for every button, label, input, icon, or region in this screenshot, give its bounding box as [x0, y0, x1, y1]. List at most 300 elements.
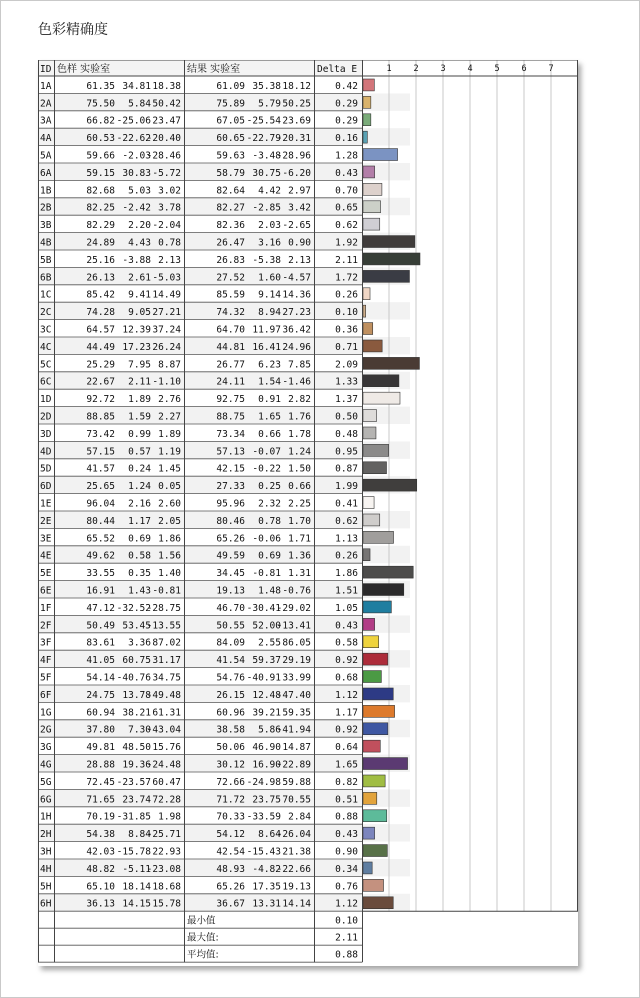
sample-lab-value: 1.19 [158, 446, 181, 458]
delta-e-value: 0.92 [335, 724, 358, 736]
sample-lab-value: 1.43 [128, 585, 151, 597]
delta-e-bar [363, 566, 413, 578]
sample-lab-value: -23.57 [116, 776, 151, 788]
row-id: 6G [40, 794, 52, 806]
result-lab-value: -4.57 [282, 272, 311, 284]
result-lab-value: -0.76 [282, 585, 311, 597]
delta-e-value: 0.43 [335, 620, 358, 632]
delta-e-value: 0.10 [335, 307, 358, 319]
result-lab-value: 60.96 [216, 707, 245, 719]
result-lab-value: 42.15 [216, 463, 245, 475]
result-lab-value: -47.40 [276, 689, 311, 701]
sample-lab-value: 22.67 [86, 376, 115, 388]
sample-lab-value: -2.04 [152, 220, 181, 232]
result-lab-value: 2.13 [288, 254, 311, 266]
row-id: 4C [40, 341, 52, 353]
result-lab-value: 23.69 [282, 115, 311, 127]
result-lab-value: -33.59 [246, 811, 281, 823]
result-lab-value: -2.65 [282, 220, 311, 232]
sample-lab-value: -40.76 [116, 672, 151, 684]
sample-lab-value: 61.35 [86, 80, 115, 92]
delta-e-bar [363, 462, 386, 474]
row-id: 1G [40, 707, 52, 719]
delta-e-bar [363, 584, 404, 596]
delta-e-bar [363, 305, 366, 317]
sample-lab-value: 18.38 [152, 80, 181, 92]
result-lab-value: 2.82 [288, 394, 311, 406]
sample-lab-value: -28.46 [146, 150, 181, 162]
axis-tick-label: 1 [386, 64, 392, 74]
row-id: 5E [40, 568, 52, 580]
header-id: ID [40, 64, 52, 75]
delta-e-value: 1.17 [335, 707, 358, 719]
row-id: 5B [40, 254, 52, 266]
sample-lab-value: 57.15 [86, 446, 115, 458]
summary-label: 最小值 [187, 915, 216, 927]
delta-e-bar [363, 340, 382, 352]
sample-lab-value: 1.86 [158, 533, 181, 545]
sample-lab-value: 2.13 [158, 254, 181, 266]
sample-lab-value: -0.81 [152, 585, 181, 597]
result-lab-value: 5.86 [258, 724, 281, 736]
result-lab-value: 52.00 [252, 620, 281, 632]
delta-e-value: 1.13 [335, 533, 358, 545]
result-lab-value: 14.14 [282, 898, 311, 910]
result-lab-value: 74.32 [216, 307, 245, 319]
row-id: 4D [40, 446, 52, 458]
result-lab-value: 38.58 [216, 724, 245, 736]
sample-lab-value: 71.65 [86, 794, 115, 806]
result-lab-value: 75.89 [216, 98, 245, 110]
color-accuracy-sheet [38, 60, 578, 966]
delta-e-bar [363, 723, 388, 735]
delta-e-value: 0.82 [335, 776, 358, 788]
row-id: 3C [40, 324, 52, 336]
sample-lab-value: 2.27 [158, 411, 181, 423]
axis-tick-label: 6 [521, 64, 527, 74]
delta-e-value: 0.95 [335, 446, 358, 458]
sample-lab-value: 27.21 [152, 307, 181, 319]
sample-lab-value: 8.87 [158, 359, 181, 371]
delta-e-bar [363, 688, 393, 700]
result-lab-value: 50.55 [216, 620, 245, 632]
sample-lab-value: 83.61 [86, 637, 115, 649]
delta-e-value: 0.87 [335, 463, 358, 475]
sample-lab-value: -22.62 [116, 133, 151, 145]
sample-lab-value: 87.02 [152, 637, 181, 649]
result-lab-value: 50.06 [216, 742, 245, 754]
delta-e-bar [363, 479, 417, 491]
row-id: 2A [40, 98, 52, 110]
delta-e-value: 0.16 [335, 133, 358, 145]
result-lab-value: -4.82 [252, 863, 281, 875]
delta-e-value: 0.68 [335, 672, 358, 684]
result-lab-value: 1.78 [288, 428, 311, 440]
delta-e-value: 1.12 [335, 898, 358, 910]
delta-e-value: 2.11 [335, 254, 358, 266]
sample-lab-value: -49.48 [146, 689, 181, 701]
delta-e-value: 1.12 [335, 689, 358, 701]
sample-lab-value: 14.49 [152, 289, 181, 301]
delta-e-value: 0.92 [335, 655, 358, 667]
row-id: 2D [40, 411, 52, 423]
sample-lab-value: -32.52 [116, 602, 151, 614]
result-lab-value: -30.41 [246, 602, 281, 614]
row-id: 5C [40, 359, 52, 371]
sample-lab-value: 12.39 [122, 324, 151, 336]
result-lab-value: -13.41 [276, 620, 311, 632]
delta-e-value: 0.29 [335, 98, 358, 110]
result-lab-value: 2.32 [258, 498, 281, 510]
result-lab-value: 82.36 [216, 220, 245, 232]
sample-lab-value: 13.78 [122, 689, 151, 701]
result-lab-value: -28.96 [276, 150, 311, 162]
row-id: 2C [40, 307, 52, 319]
sample-lab-value: 1.24 [128, 481, 151, 493]
delta-e-value: 0.42 [335, 80, 358, 92]
sample-lab-value: 75.50 [86, 98, 115, 110]
delta-e-bar [363, 410, 377, 422]
delta-e-bar [363, 288, 370, 300]
delta-e-bar [363, 549, 370, 561]
result-lab-value: 5.79 [258, 98, 281, 110]
sample-lab-value: 0.69 [128, 533, 151, 545]
row-id: 3H [40, 846, 52, 858]
delta-e-bar [363, 236, 415, 248]
sample-lab-value: 1.56 [158, 550, 181, 562]
result-lab-value: 1.60 [258, 272, 281, 284]
delta-e-value: 1.92 [335, 237, 358, 249]
result-lab-value: 50.25 [282, 98, 311, 110]
row-id: 6C [40, 376, 52, 388]
row-id: 3D [40, 428, 52, 440]
result-lab-value: 27.23 [282, 307, 311, 319]
delta-e-bar [363, 427, 376, 439]
delta-e-value: 0.41 [335, 498, 358, 510]
delta-e-value: 0.90 [335, 846, 358, 858]
result-lab-value: 54.76 [216, 672, 245, 684]
delta-e-bar [363, 392, 400, 404]
result-lab-value: 0.90 [288, 237, 311, 249]
axis-tick-label: 4 [467, 64, 473, 74]
row-id: 4B [40, 237, 52, 249]
result-lab-value: 2.25 [288, 498, 311, 510]
row-id: 2F [40, 620, 52, 632]
header-sample: 色样 实验室 [57, 64, 111, 75]
result-lab-value: 8.94 [258, 307, 281, 319]
result-lab-value: 33.99 [282, 672, 311, 684]
delta-e-bar [363, 740, 380, 752]
delta-e-value: 0.65 [335, 202, 358, 214]
sample-lab-value: 82.29 [86, 220, 115, 232]
sample-lab-value: 0.78 [158, 237, 181, 249]
result-lab-value: 59.63 [216, 150, 245, 162]
sample-lab-value: 1.45 [158, 463, 181, 475]
sample-lab-value: 50.42 [152, 98, 181, 110]
row-id: 6F [40, 689, 52, 701]
result-lab-value: 84.09 [216, 637, 245, 649]
delta-e-bar [363, 775, 385, 787]
result-lab-value: 44.81 [216, 341, 245, 353]
result-lab-value: -2.85 [252, 202, 281, 214]
delta-e-bar [363, 845, 387, 857]
delta-e-bar [363, 792, 377, 804]
delta-e-bar [363, 218, 380, 230]
row-id: 3G [40, 742, 52, 754]
result-lab-value: 9.14 [258, 289, 281, 301]
sample-lab-value: 15.78 [152, 898, 181, 910]
delta-e-bar [363, 705, 395, 717]
sample-lab-value: 0.05 [158, 481, 181, 493]
sample-lab-value: 18.14 [122, 881, 151, 893]
sample-lab-value: 0.24 [128, 463, 151, 475]
result-lab-value: -0.22 [252, 463, 281, 475]
result-lab-value: 1.54 [258, 376, 281, 388]
result-lab-value: 36.42 [282, 324, 311, 336]
delta-e-value: 0.64 [335, 742, 358, 754]
delta-e-value: 0.70 [335, 185, 358, 197]
sample-lab-value: 23.74 [122, 794, 151, 806]
sample-lab-value: -5.11 [122, 863, 151, 875]
sample-lab-value: 48.50 [122, 742, 151, 754]
sample-lab-value: 65.52 [86, 533, 115, 545]
delta-e-value: 0.29 [335, 115, 358, 127]
delta-e-bar [363, 270, 409, 282]
result-lab-value: 65.26 [216, 881, 245, 893]
sample-lab-value: 2.11 [128, 376, 151, 388]
result-lab-value: -24.98 [246, 776, 281, 788]
result-lab-value: 3.42 [288, 202, 311, 214]
delta-e-value: 0.62 [335, 515, 358, 527]
sample-lab-value: 9.05 [128, 307, 151, 319]
sample-lab-value: 60.47 [152, 776, 181, 788]
row-id: 2B [40, 202, 52, 214]
row-id: 1H [40, 811, 52, 823]
sample-lab-value: 54.14 [86, 672, 115, 684]
sample-lab-value: 74.28 [86, 307, 115, 319]
sample-lab-value: 4.43 [128, 237, 151, 249]
sample-lab-value: 60.94 [86, 707, 115, 719]
result-lab-value: 1.31 [288, 568, 311, 580]
sample-lab-value: -25.06 [116, 115, 151, 127]
result-lab-value: 16.41 [252, 341, 281, 353]
result-lab-value: 0.69 [258, 550, 281, 562]
delta-e-bar [363, 497, 374, 509]
result-lab-value: 80.46 [216, 515, 245, 527]
result-lab-value: 19.13 [282, 881, 311, 893]
delta-e-bar [363, 444, 389, 456]
result-lab-value: 30.12 [216, 759, 245, 771]
delta-e-value: 0.58 [335, 637, 358, 649]
delta-e-value: 1.99 [335, 481, 358, 493]
sample-lab-value: 25.65 [86, 481, 115, 493]
row-id: 4G [40, 759, 52, 771]
result-lab-value: 0.66 [288, 481, 311, 493]
row-id: 6E [40, 585, 52, 597]
sample-lab-value: 53.45 [122, 620, 151, 632]
sample-lab-value: 26.13 [86, 272, 115, 284]
row-id: 3F [40, 637, 52, 649]
result-lab-value: 85.59 [216, 289, 245, 301]
delta-e-value: 0.71 [335, 341, 358, 353]
result-lab-value: 60.65 [216, 133, 245, 145]
result-lab-value: 41.54 [216, 655, 245, 667]
result-lab-value: 1.65 [258, 411, 281, 423]
sample-lab-value: 60.53 [86, 133, 115, 145]
sample-lab-value: 2.76 [158, 394, 181, 406]
delta-e-bar [363, 131, 367, 143]
sample-lab-value: 49.81 [86, 742, 115, 754]
sample-lab-value: 1.98 [158, 811, 181, 823]
delta-e-value: 0.26 [335, 550, 358, 562]
result-lab-value: 64.70 [216, 324, 245, 336]
sample-lab-value: -24.48 [146, 759, 181, 771]
result-lab-value: -26.04 [276, 829, 311, 841]
result-lab-value: 23.75 [252, 794, 281, 806]
delta-e-value: 1.33 [335, 376, 358, 388]
row-id: 2G [40, 724, 52, 736]
result-lab-value: 6.23 [258, 359, 281, 371]
row-id: 1A [40, 80, 52, 92]
sample-lab-value: 59.66 [86, 150, 115, 162]
delta-e-value: 0.43 [335, 829, 358, 841]
result-lab-value: -0.81 [252, 568, 281, 580]
result-lab-value: 2.84 [288, 811, 311, 823]
row-id: 5F [40, 672, 52, 684]
delta-e-bar [363, 827, 375, 839]
delta-e-bar [363, 183, 382, 195]
delta-e-value: 0.88 [335, 811, 358, 823]
sample-lab-value: 5.03 [128, 185, 151, 197]
sample-lab-value: 48.82 [86, 863, 115, 875]
sample-lab-value: 65.10 [86, 881, 115, 893]
axis-tick-label: 3 [440, 64, 446, 74]
delta-e-value: 0.43 [335, 167, 358, 179]
result-lab-value: -20.31 [276, 133, 311, 145]
delta-e-value: 0.34 [335, 863, 358, 875]
result-lab-value: 26.83 [216, 254, 245, 266]
result-lab-value: 59.35 [282, 707, 311, 719]
row-id: 1C [40, 289, 52, 301]
row-id: 5G [40, 776, 52, 788]
result-lab-value: 11.97 [252, 324, 281, 336]
delta-e-bar [363, 201, 381, 213]
result-lab-value: 0.66 [258, 428, 281, 440]
delta-e-bar [363, 149, 398, 161]
result-lab-value: 16.90 [252, 759, 281, 771]
row-id: 5D [40, 463, 52, 475]
result-lab-value: 27.33 [216, 481, 245, 493]
delta-e-value: 0.48 [335, 428, 358, 440]
sample-lab-value: 3.36 [128, 637, 151, 649]
result-lab-value: 46.90 [252, 742, 281, 754]
result-lab-value: 12.48 [252, 689, 281, 701]
sample-lab-value: 0.58 [128, 550, 151, 562]
sample-lab-value: 2.05 [158, 515, 181, 527]
row-id: 1F [40, 602, 52, 614]
sample-lab-value: 14.15 [122, 898, 151, 910]
sample-lab-value: 25.29 [86, 359, 115, 371]
sample-lab-value: 92.72 [86, 394, 115, 406]
sample-lab-value: 60.75 [122, 655, 151, 667]
result-lab-value: 19.13 [216, 585, 245, 597]
result-lab-value: 26.15 [216, 689, 245, 701]
result-lab-value: -3.48 [252, 150, 281, 162]
sample-lab-value: 36.13 [86, 898, 115, 910]
row-id: 3A [40, 115, 52, 127]
row-id: 4E [40, 550, 52, 562]
delta-e-value: 1.72 [335, 272, 358, 284]
row-id: 3E [40, 533, 52, 545]
summary-value: 0.10 [335, 915, 358, 927]
result-lab-value: -1.46 [282, 376, 311, 388]
result-lab-value: 70.33 [216, 811, 245, 823]
delta-e-bar [363, 897, 393, 909]
delta-e-value: 0.51 [335, 794, 358, 806]
sample-lab-value: 47.12 [86, 602, 115, 614]
axis-tick-label: 7 [548, 64, 554, 74]
result-lab-value: 4.42 [258, 185, 281, 197]
delta-e-bar [363, 879, 384, 891]
sample-lab-value: 28.88 [86, 759, 115, 771]
result-lab-value: -41.94 [276, 724, 311, 736]
row-id: 6A [40, 167, 52, 179]
sample-lab-value: 2.61 [128, 272, 151, 284]
sample-lab-value: 1.59 [128, 411, 151, 423]
result-lab-value: -6.20 [282, 167, 311, 179]
summary-label: 最大值: [187, 932, 219, 944]
summary-value: 2.11 [335, 932, 358, 944]
header-result: 结果 实验室 [187, 64, 241, 75]
result-lab-value: 13.31 [252, 898, 281, 910]
sample-lab-value: 41.05 [86, 655, 115, 667]
result-lab-value: -22.66 [276, 863, 311, 875]
axis-tick-label: 2 [413, 64, 419, 74]
row-id: 6H [40, 898, 52, 910]
sample-lab-value: 3.02 [158, 185, 181, 197]
result-lab-value: 92.75 [216, 394, 245, 406]
sample-lab-value: 82.68 [86, 185, 115, 197]
sample-lab-value: 25.16 [86, 254, 115, 266]
sample-lab-value: -23.08 [146, 863, 181, 875]
result-lab-value: 0.25 [258, 481, 281, 493]
sample-lab-value: 18.68 [152, 881, 181, 893]
sample-lab-value: 42.03 [86, 846, 115, 858]
delta-e-value: 0.62 [335, 220, 358, 232]
sample-lab-value: 37.80 [86, 724, 115, 736]
delta-e-bar [363, 514, 380, 526]
sample-lab-value: 85.42 [86, 289, 115, 301]
delta-e-value: 1.65 [335, 759, 358, 771]
result-lab-value: 30.75 [252, 167, 281, 179]
sample-lab-value: 96.04 [86, 498, 115, 510]
sample-lab-value: 5.84 [128, 98, 151, 110]
delta-e-bar [363, 166, 375, 178]
sample-lab-value: -2.42 [122, 202, 151, 214]
sample-lab-value: 30.83 [122, 167, 151, 179]
sample-lab-value: -1.10 [152, 376, 181, 388]
result-lab-value: 27.52 [216, 272, 245, 284]
result-lab-value: 49.59 [216, 550, 245, 562]
sample-lab-value: 0.99 [128, 428, 151, 440]
result-lab-value: 54.12 [216, 829, 245, 841]
result-lab-value: 42.54 [216, 846, 245, 858]
result-lab-value: 95.96 [216, 498, 245, 510]
sample-lab-value: 0.57 [128, 446, 151, 458]
sample-lab-value: 49.62 [86, 550, 115, 562]
result-lab-value: 2.03 [258, 220, 281, 232]
row-id: 2H [40, 829, 52, 841]
